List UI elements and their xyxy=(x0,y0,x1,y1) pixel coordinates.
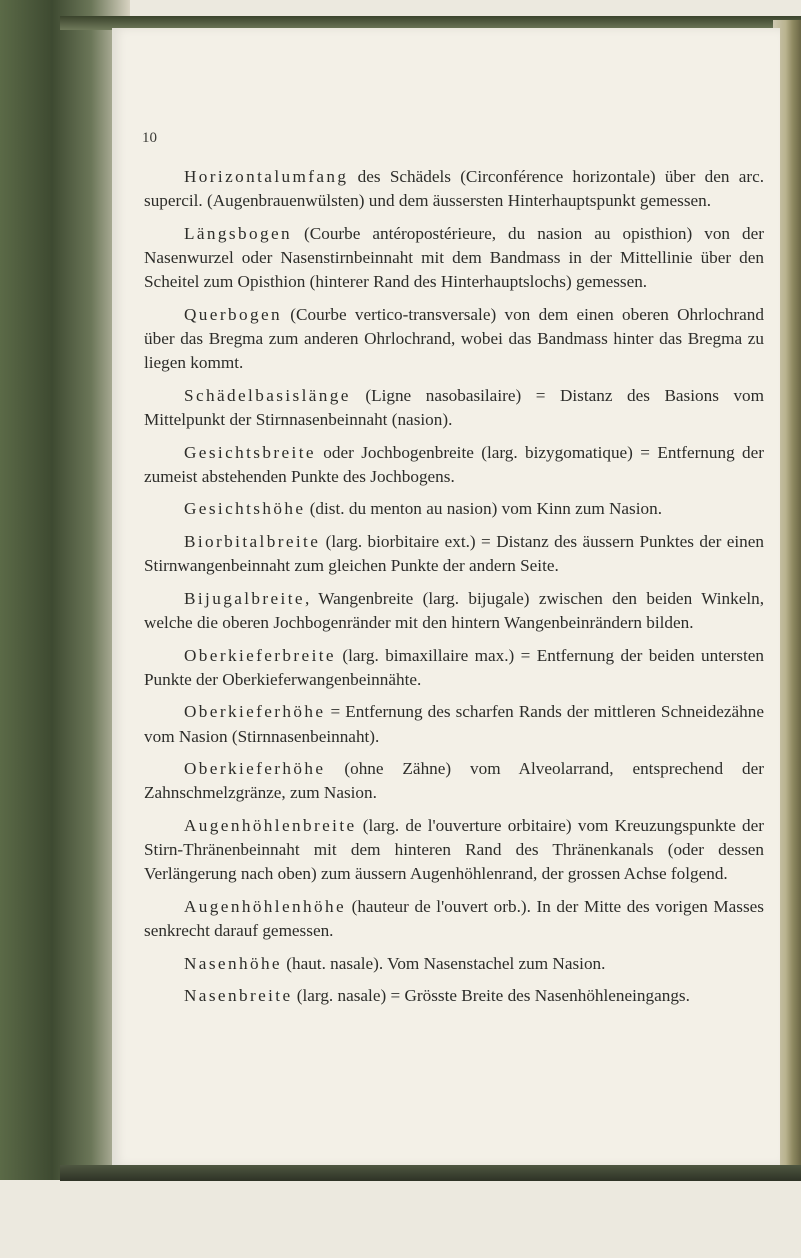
term: Gesichtsbreite xyxy=(184,442,316,462)
term: Nasenbreite xyxy=(184,986,293,1006)
paragraph-gesichtsbreite xyxy=(144,441,764,489)
term: Oberkieferhöhe xyxy=(184,702,326,722)
bottom-edge xyxy=(60,1165,801,1181)
paragraph-nasenbreite xyxy=(144,984,764,1008)
definition: (dist. du menton au nasion) vom Kinn zum Nasion. xyxy=(305,499,663,519)
definition: (hauteur de l'ouvert orb.). In der Mitte des vorigen Masses senkrecht darauf gemessen. xyxy=(144,896,764,941)
body-text xyxy=(144,165,764,1017)
term: Horizontalumfang xyxy=(184,167,349,186)
term: Gesichtshöhe xyxy=(184,499,306,519)
paragraph-augenhoehlenhoehe xyxy=(144,895,764,943)
paragraph-bijugalbreite xyxy=(144,587,764,635)
term: Oberkieferhöhe xyxy=(184,759,326,779)
term: Bijugalbreite xyxy=(184,588,305,608)
term: Oberkieferbreite xyxy=(184,645,336,665)
paragraph-oberkieferbreite xyxy=(144,644,764,692)
definition: (Ligne nasobasilaire) = Distanz des Basions vom Mittelpunkt der Stirnnasenbeinnaht (nasion). xyxy=(144,385,764,429)
book-edge xyxy=(0,0,130,1180)
paragraph-biorbitalbreite xyxy=(144,530,764,578)
definition: (ohne Zähne) vom Alveolarrand, entsprechend der Zahnschmelzgränze, zum Nasion. xyxy=(144,759,764,803)
paragraph-augenhoehlenbreite xyxy=(144,814,764,887)
definition: (Courbe antéropostérieure, du nasion au opisthion) von der Nasenwurzel oder Nasenstirnbeinnaht mit dem Bandmass in der Mittellinie über den Scheitel zum Opisthion (hinterer Rand des Hinterhauptslochs) gemessen. xyxy=(144,223,764,292)
definition: oder Jochbogenbreite (larg. bizygomatique) = Entfernung der zumeist abstehenden Punkte des Jochbogens. xyxy=(144,442,764,486)
paragraph-laengsbogen xyxy=(144,222,764,295)
definition: (larg. biorbitaire ext.) = Distanz des äussern Punktes der einen Stirnwangenbeinnaht zum gleichen Punkte der andern Seite. xyxy=(144,531,764,576)
definition: (Courbe vertico-transversale) von dem einen oberen Ohrlochrand über das Bregma zum anderen Ohrlochrand, wobei das Bandmass hinter das Bregma zu liegen kommt. xyxy=(144,304,764,373)
definition: (larg. nasale) = Grösste Breite des Nasenhöhleneingangs. xyxy=(292,986,690,1006)
paragraph-horizontalumfang xyxy=(144,165,764,213)
definition: (larg. de l'ouverture orbitaire) vom Kreuzungspunkte der Stirn-Thränenbeinnaht mit dem hinteren Rand des Thränenkanals (oder dessen Verlängerung nach oben) zum äussern Augenhöhlenrand, der grossen Achse folgend. xyxy=(144,815,764,884)
term: Augenhöhlenhöhe xyxy=(184,896,347,916)
term: Schädelbasislänge xyxy=(184,385,351,405)
term: Augenhöhlenbreite xyxy=(184,815,357,835)
term: Querbogen xyxy=(184,304,282,324)
paragraph-oberkieferhoehe-ohne-zaehne xyxy=(144,757,764,805)
paragraph-schaedelbasislaenge xyxy=(144,384,764,432)
definition: (larg. bimaxillaire max.) = Entfernung der beiden untersten Punkte der Oberkieferwangenbeinnähte. xyxy=(144,645,764,689)
definition: = Entfernung des scharfen Rands der mittleren Schneidezähne vom Nasion (Stirnnasenbeinnaht). xyxy=(144,702,764,746)
term: Nasenhöhe xyxy=(184,953,282,973)
definition: , Wangenbreite (larg. bijugale) zwischen den beiden Winkeln, welche die oberen Jochbogenränder mit den hintern Wangenbeinrändern bilden. xyxy=(144,588,764,632)
paragraph-nasenhoehe xyxy=(144,952,764,976)
term: Längsbogen xyxy=(184,223,293,243)
definition: des Schädels (Circonférence horizontale) über den arc. supercil. (Augenbrauenwülsten) und dem äussersten Hinterhauptspunkt gemessen. xyxy=(144,167,764,211)
paragraph-oberkieferhoehe xyxy=(144,700,764,748)
definition: (haut. nasale). Vom Nasenstachel zum Nasion. xyxy=(281,953,606,973)
page-number: 10 xyxy=(142,130,157,146)
paragraph-querbogen xyxy=(144,303,764,376)
paragraph-gesichtshoehe xyxy=(144,497,764,521)
term: Biorbitalbreite xyxy=(184,531,321,551)
